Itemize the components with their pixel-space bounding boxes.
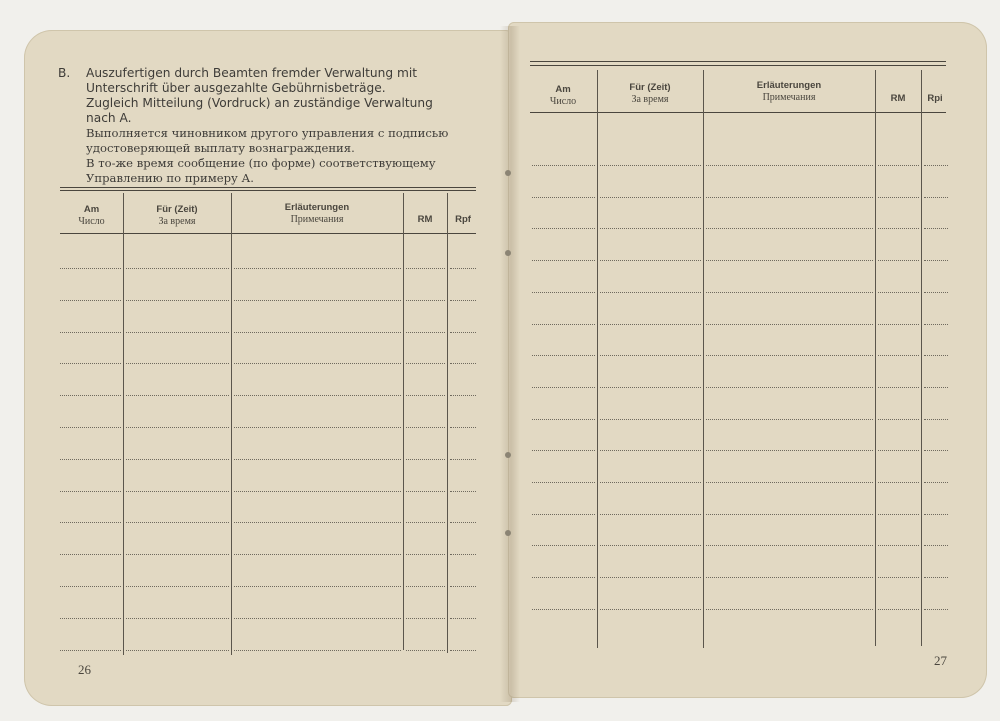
entry-line: [924, 387, 948, 388]
column-divider: [403, 193, 404, 650]
column-divider: [123, 193, 124, 655]
entry-line: [126, 650, 229, 651]
entry-line: [878, 387, 919, 388]
entry-line: [450, 522, 476, 523]
column-header-rm: RM: [417, 214, 433, 225]
entry-line: [878, 482, 919, 483]
entry-line: [878, 260, 919, 261]
instruction-line: Управлению по примеру А.: [86, 171, 254, 185]
entry-line: [532, 609, 595, 610]
entry-line: [234, 459, 401, 460]
entry-line: [406, 522, 445, 523]
entry-line: [406, 427, 445, 428]
entry-line: [406, 554, 445, 555]
instruction-line: Zugleich Mitteilung (Vordruck) an zuständige Verwaltung: [86, 96, 433, 110]
entry-line: [600, 514, 701, 515]
entry-line: [450, 363, 476, 364]
entry-line: [126, 427, 229, 428]
entry-line: [60, 459, 121, 460]
entry-line: [450, 618, 476, 619]
entry-line: [60, 427, 121, 428]
entry-line: [924, 482, 948, 483]
entry-line: [60, 395, 121, 396]
entry-line: [126, 459, 229, 460]
entry-line: [234, 300, 401, 301]
entry-line: [878, 419, 919, 420]
table-top-rule: [530, 65, 946, 66]
entry-line: [532, 577, 595, 578]
entry-line: [406, 650, 445, 651]
entry-line: [450, 650, 476, 651]
binding-stitch: [505, 530, 511, 536]
entry-line: [878, 450, 919, 451]
entry-line: [126, 300, 229, 301]
instructions-block: [58, 66, 478, 186]
entry-line: [60, 363, 121, 364]
entry-line: [234, 554, 401, 555]
table-top-rule: [60, 190, 476, 191]
entry-line: [600, 260, 701, 261]
table-header-rule: [530, 112, 946, 113]
entry-line: [878, 165, 919, 166]
binding-stitch: [505, 170, 511, 176]
entry-line: [126, 554, 229, 555]
entry-line: [60, 300, 121, 301]
entry-line: [450, 491, 476, 492]
entry-line: [60, 522, 121, 523]
entry-line: [60, 491, 121, 492]
column-divider: [921, 70, 922, 646]
entry-line: [924, 545, 948, 546]
binding-stitch: [505, 250, 511, 256]
column-divider: [597, 70, 598, 648]
entry-line: [600, 324, 701, 325]
entry-line: [878, 292, 919, 293]
entry-line: [600, 292, 701, 293]
entry-line: [878, 197, 919, 198]
entry-line: [600, 419, 701, 420]
entry-line: [234, 650, 401, 651]
entry-line: [406, 459, 445, 460]
column-header-date: Am Число: [78, 204, 105, 227]
entry-line: [924, 355, 948, 356]
entry-line: [60, 618, 121, 619]
column-header-rm: RM: [890, 93, 906, 104]
instruction-line: удостоверяющей выплату вознаграждения.: [86, 141, 355, 155]
entry-line: [600, 450, 701, 451]
instruction-line: В то-же время сообщение (по форме) соответствующему: [86, 156, 436, 170]
entry-line: [406, 363, 445, 364]
column-header-date: Am Число: [549, 84, 577, 107]
column-header-rpi: Rpi: [927, 93, 943, 104]
entry-line: [878, 324, 919, 325]
column-divider: [875, 70, 876, 646]
entry-line: [706, 197, 873, 198]
page-number: 27: [934, 653, 947, 668]
entry-line: [406, 332, 445, 333]
entry-line: [600, 165, 701, 166]
instruction-line: Unterschrift über ausgezahlte Gebührnisbeträge.: [86, 81, 386, 95]
entry-line: [600, 197, 701, 198]
entry-line: [60, 650, 121, 651]
entry-line: [878, 545, 919, 546]
entry-line: [600, 355, 701, 356]
entry-line: [600, 577, 701, 578]
entry-line: [234, 268, 401, 269]
entry-line: [878, 609, 919, 610]
entry-line: [450, 586, 476, 587]
entry-line: [450, 459, 476, 460]
entry-line: [234, 618, 401, 619]
entry-line: [706, 324, 873, 325]
entry-line: [532, 355, 595, 356]
entry-line: [126, 268, 229, 269]
entry-line: [924, 577, 948, 578]
entry-line: [600, 609, 701, 610]
entry-line: [126, 491, 229, 492]
entry-line: [706, 355, 873, 356]
entry-line: [600, 387, 701, 388]
column-divider: [703, 70, 704, 648]
entry-line: [234, 363, 401, 364]
entry-line: [532, 228, 595, 229]
entry-line: [450, 427, 476, 428]
entry-line: [532, 450, 595, 451]
entry-line: [878, 577, 919, 578]
entry-line: [126, 618, 229, 619]
entry-line: [600, 482, 701, 483]
instruction-line: Выполняется чиновником другого управления с подписью: [86, 126, 449, 140]
entry-line: [532, 545, 595, 546]
entry-line: [878, 514, 919, 515]
entry-line: [878, 355, 919, 356]
column-header-rpf: Rpf: [455, 214, 471, 225]
entry-line: [706, 482, 873, 483]
entry-line: [234, 586, 401, 587]
entry-line: [924, 419, 948, 420]
entry-line: [234, 522, 401, 523]
entry-line: [450, 395, 476, 396]
entry-line: [924, 514, 948, 515]
book-gutter: [500, 26, 520, 702]
entry-line: [406, 395, 445, 396]
entry-line: [450, 300, 476, 301]
entry-line: [924, 324, 948, 325]
column-divider: [231, 193, 232, 655]
entry-line: [234, 332, 401, 333]
entry-line: [706, 228, 873, 229]
entry-line: [924, 165, 948, 166]
column-header-remarks: Erläuterungen Примечания: [284, 202, 350, 225]
instruction-line: Auszufertigen durch Beamten fremder Verwaltung mit: [86, 66, 418, 80]
entry-line: [924, 197, 948, 198]
entry-line: [924, 450, 948, 451]
entry-line: [406, 491, 445, 492]
entry-line: [878, 228, 919, 229]
entry-line: [450, 268, 476, 269]
entry-line: [600, 228, 701, 229]
entry-line: [126, 332, 229, 333]
entry-line: [126, 522, 229, 523]
entry-line: [532, 387, 595, 388]
entry-line: [406, 268, 445, 269]
entry-line: [60, 554, 121, 555]
column-divider: [447, 193, 448, 653]
entry-line: [234, 427, 401, 428]
section-marker: B.: [58, 66, 71, 80]
entry-line: [532, 260, 595, 261]
entry-line: [532, 419, 595, 420]
entry-line: [706, 450, 873, 451]
instruction-line: nach A.: [86, 111, 132, 125]
entry-line: [450, 332, 476, 333]
column-header-period: Für (Zeit) За время: [629, 82, 671, 105]
entry-line: [532, 482, 595, 483]
column-header-period: Für (Zeit) За время: [156, 204, 198, 227]
entry-line: [60, 332, 121, 333]
entry-line: [532, 292, 595, 293]
entry-line: [706, 577, 873, 578]
page-number: 26: [78, 662, 91, 677]
entry-line: [706, 609, 873, 610]
entry-line: [924, 228, 948, 229]
entry-line: [924, 609, 948, 610]
entry-line: [532, 197, 595, 198]
entry-line: [126, 586, 229, 587]
entry-line: [706, 419, 873, 420]
entry-line: [234, 395, 401, 396]
entry-line: [706, 387, 873, 388]
entry-line: [706, 292, 873, 293]
column-header-remarks: Erläuterungen Примечания: [756, 80, 822, 103]
binding-stitch: [505, 452, 511, 458]
entry-line: [706, 165, 873, 166]
entry-line: [924, 260, 948, 261]
entry-line: [406, 586, 445, 587]
entry-line: [406, 300, 445, 301]
entry-line: [60, 586, 121, 587]
table-top-rule: [530, 61, 946, 62]
entry-line: [234, 491, 401, 492]
table-top-rule: [60, 187, 476, 188]
entry-line: [532, 165, 595, 166]
entry-line: [60, 268, 121, 269]
entry-line: [450, 554, 476, 555]
entry-line: [706, 260, 873, 261]
entry-line: [600, 545, 701, 546]
entry-line: [706, 545, 873, 546]
entry-line: [532, 324, 595, 325]
entry-line: [924, 292, 948, 293]
entry-line: [126, 363, 229, 364]
entry-line: [532, 514, 595, 515]
entry-line: [126, 395, 229, 396]
entry-line: [406, 618, 445, 619]
right-page: [508, 22, 987, 698]
entry-line: [706, 514, 873, 515]
